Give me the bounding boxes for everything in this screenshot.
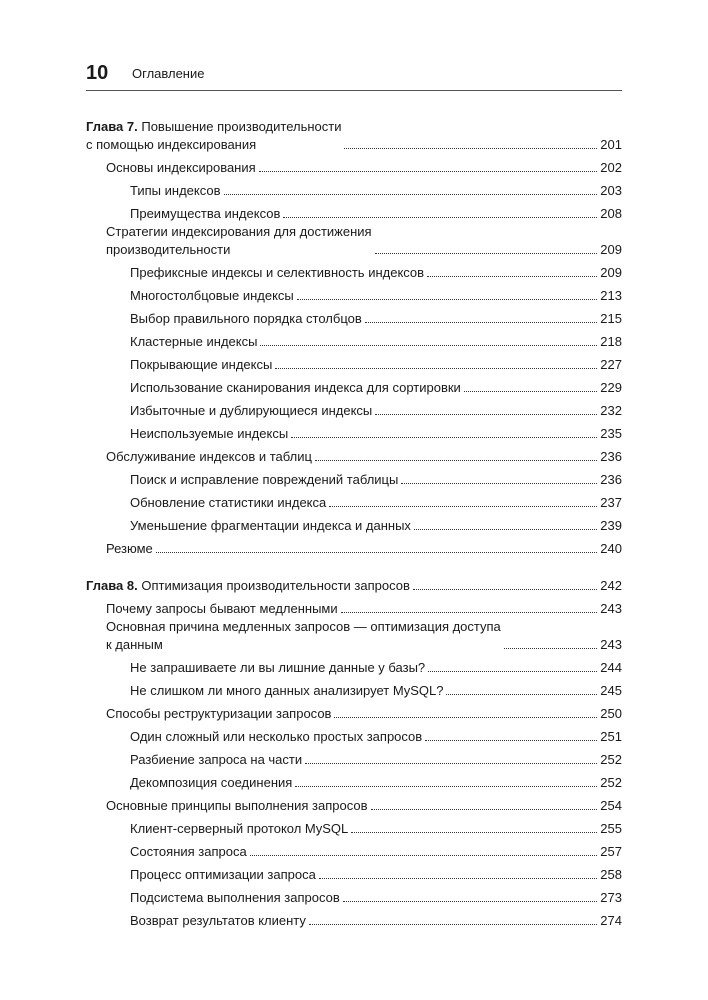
entry-title-line: Не слишком ли много данных анализирует MySQL? <box>130 683 444 698</box>
entry-title-line: Возврат результатов клиенту <box>130 913 306 928</box>
entry-title-line: Выбор правильного порядка столбцов <box>130 311 362 326</box>
toc-section-entry[interactable] <box>86 792 622 815</box>
page-number: 10 <box>86 62 109 84</box>
toc-subsection-entry[interactable] <box>86 907 622 930</box>
entry-title <box>86 471 398 489</box>
leader-dots <box>413 589 597 590</box>
toc-section-entry[interactable] <box>86 443 622 466</box>
leader-dots <box>427 276 597 277</box>
entry-title <box>86 774 292 792</box>
entry-title-line: Типы индексов <box>130 183 221 198</box>
toc-subsection-entry[interactable] <box>86 177 622 200</box>
page-ref: 218 <box>600 334 622 349</box>
chapter-label: Глава 8. <box>86 578 138 593</box>
entry-title <box>86 494 326 512</box>
entry-title-line: Декомпозиция соединения <box>130 775 293 790</box>
leader-dots <box>446 694 597 695</box>
toc-section-entry[interactable] <box>86 154 622 177</box>
toc-subsection-entry[interactable] <box>86 328 622 351</box>
entry-title-line: Кластерные индексы <box>130 334 258 349</box>
toc-section-entry[interactable] <box>86 535 622 558</box>
leader-dots <box>351 832 597 833</box>
entry-title-line: Поиск и исправление повреждений таблицы <box>130 472 399 487</box>
page-ref: 255 <box>600 821 622 836</box>
leader-dots <box>291 437 597 438</box>
leader-dots <box>260 345 597 346</box>
table-of-contents <box>86 118 622 930</box>
entry-title <box>86 682 443 700</box>
chapter-label: Глава 7. <box>86 119 138 134</box>
entry-title <box>86 600 338 618</box>
page-ref: 243 <box>600 637 622 652</box>
leader-dots <box>297 299 598 300</box>
toc-chapter-entry[interactable] <box>86 572 622 595</box>
page-ref: 203 <box>600 183 622 198</box>
entry-title-line: Уменьшение фрагментации индекса и данных <box>130 518 411 533</box>
leader-dots <box>275 368 597 369</box>
entry-title <box>86 820 348 838</box>
leader-dots <box>315 460 597 461</box>
entry-title <box>86 356 272 374</box>
page-ref: 213 <box>600 288 622 303</box>
leader-dots <box>401 483 597 484</box>
entry-title-line: Стратегии индексирования для достижения <box>106 224 372 239</box>
entry-title <box>86 889 340 907</box>
entry-title <box>86 402 372 420</box>
entry-title-line: Подсистема выполнения запросов <box>130 890 340 905</box>
entry-title-line: Почему запросы бывают медленными <box>106 601 338 616</box>
page-ref: 252 <box>600 775 622 790</box>
leader-dots <box>224 194 598 195</box>
entry-title <box>86 618 501 654</box>
toc-subsection-entry[interactable] <box>86 512 622 535</box>
toc-subsection-entry[interactable] <box>86 654 622 677</box>
leader-dots <box>309 924 597 925</box>
leader-dots <box>250 855 598 856</box>
leader-dots <box>375 253 598 254</box>
toc-subsection-entry[interactable] <box>86 420 622 443</box>
entry-title-line: Клиент-серверный протокол MySQL <box>130 821 349 836</box>
page-ref: 258 <box>600 867 622 882</box>
toc-subsection-entry[interactable] <box>86 769 622 792</box>
page-ref: 235 <box>600 426 622 441</box>
entry-title <box>86 205 280 223</box>
leader-dots <box>425 740 597 741</box>
page-ref: 202 <box>600 160 622 175</box>
toc-subsection-entry[interactable] <box>86 884 622 907</box>
leader-dots <box>344 148 597 149</box>
entry-title-continuation: к данным <box>106 637 163 652</box>
page-ref: 251 <box>600 729 622 744</box>
entry-title-line: Не запрашиваете ли вы лишние данные у базы? <box>130 660 426 675</box>
page-ref: 242 <box>600 578 622 593</box>
running-title: Оглавление <box>132 66 205 81</box>
leader-dots <box>464 391 598 392</box>
toc-subsection-entry[interactable] <box>86 466 622 489</box>
entry-title <box>86 223 372 259</box>
page-header <box>86 60 622 91</box>
entry-title-line: Основная причина медленных запросов — оптимизация доступа <box>106 619 501 634</box>
toc-subsection-entry[interactable] <box>86 374 622 397</box>
leader-dots <box>414 529 597 530</box>
entry-title <box>86 540 153 558</box>
leader-dots <box>319 878 597 879</box>
entry-title-line: Многостолбцовые индексы <box>130 288 294 303</box>
entry-title <box>86 287 294 305</box>
page-ref: 252 <box>600 752 622 767</box>
entry-title <box>86 728 422 746</box>
page-ref: 243 <box>600 601 622 616</box>
page-ref: 257 <box>600 844 622 859</box>
page-ref: 254 <box>600 798 622 813</box>
toc-subsection-entry[interactable] <box>86 397 622 420</box>
page-ref: 245 <box>600 683 622 698</box>
entry-title-line: Процесс оптимизации запроса <box>130 867 316 882</box>
toc-subsection-entry[interactable] <box>86 723 622 746</box>
entry-title-line: Резюме <box>106 541 153 556</box>
toc-subsection-entry[interactable] <box>86 305 622 328</box>
page-ref: 209 <box>600 265 622 280</box>
entry-title-line: Преимущества индексов <box>130 206 281 221</box>
page-ref: 274 <box>600 913 622 928</box>
entry-title-line: Один сложный или несколько простых запросов <box>130 729 423 744</box>
entry-title <box>86 797 368 815</box>
entry-title-line: Разбиение запроса на части <box>130 752 303 767</box>
entry-title <box>86 310 362 328</box>
entry-title <box>86 751 302 769</box>
entry-title <box>86 866 316 884</box>
leader-dots <box>283 217 597 218</box>
toc-subsection-entry[interactable] <box>86 200 622 223</box>
chapter-title <box>86 118 341 154</box>
entry-title <box>86 264 424 282</box>
page-ref: 208 <box>600 206 622 221</box>
chapter-title-text: Повышение производительности <box>141 119 342 134</box>
chapter-title-line <box>86 119 341 134</box>
leader-dots <box>329 506 597 507</box>
entry-title <box>86 333 257 351</box>
page-ref: 237 <box>600 495 622 510</box>
toc-section-entry[interactable] <box>86 595 622 618</box>
page-ref: 250 <box>600 706 622 721</box>
entry-title-line: Обслуживание индексов и таблиц <box>106 449 312 464</box>
page-ref: 201 <box>600 137 622 152</box>
leader-dots <box>334 717 597 718</box>
entry-title-continuation: производительности <box>106 242 231 257</box>
entry-title-line: Состояния запроса <box>130 844 247 859</box>
leader-dots <box>305 763 597 764</box>
chapter-title-text: Оптимизация производительности запросов <box>141 578 410 593</box>
entry-title-line: Основы индексирования <box>106 160 256 175</box>
toc-subsection-entry[interactable] <box>86 838 622 861</box>
page-ref: 236 <box>600 449 622 464</box>
leader-dots <box>375 414 597 415</box>
entry-title-line: Основные принципы выполнения запросов <box>106 798 368 813</box>
page-ref: 229 <box>600 380 622 395</box>
entry-title-line: Избыточные и дублирующиеся индексы <box>130 403 373 418</box>
entry-title-line: Префиксные индексы и селективность индексов <box>130 265 425 280</box>
leader-dots <box>371 809 598 810</box>
entry-title <box>86 159 256 177</box>
toc-section-entry[interactable] <box>86 700 622 723</box>
toc-subsection-entry[interactable] <box>86 861 622 884</box>
entry-title <box>86 379 461 397</box>
entry-title <box>86 448 312 466</box>
toc-subsection-entry[interactable] <box>86 815 622 838</box>
chapter-title <box>86 577 410 595</box>
entry-title <box>86 182 221 200</box>
leader-dots <box>365 322 598 323</box>
toc-subsection-entry[interactable] <box>86 489 622 512</box>
chapter-gap <box>86 558 622 572</box>
page-ref: 232 <box>600 403 622 418</box>
page-ref: 239 <box>600 518 622 533</box>
page-ref: 215 <box>600 311 622 326</box>
page-ref: 209 <box>600 242 622 257</box>
chapter-title-continuation: с помощью индексирования <box>86 137 257 152</box>
leader-dots <box>295 786 597 787</box>
leader-dots <box>504 648 598 649</box>
toc-subsection-entry[interactable] <box>86 282 622 305</box>
entry-title-line: Неиспользуемые индексы <box>130 426 289 441</box>
leader-dots <box>343 901 598 902</box>
page-ref: 273 <box>600 890 622 905</box>
toc-subsection-entry[interactable] <box>86 259 622 282</box>
entry-title <box>86 843 247 861</box>
toc-section-entry[interactable] <box>86 223 622 259</box>
leader-dots <box>259 171 598 172</box>
toc-subsection-entry[interactable] <box>86 351 622 374</box>
toc-chapter-entry[interactable] <box>86 118 622 154</box>
chapter-title-line <box>86 578 410 593</box>
entry-title <box>86 912 306 930</box>
toc-subsection-entry[interactable] <box>86 746 622 769</box>
entry-title-line: Использование сканирования индекса для сортировки <box>130 380 461 395</box>
toc-subsection-entry[interactable] <box>86 677 622 700</box>
page-ref: 244 <box>600 660 622 675</box>
leader-dots <box>156 552 598 553</box>
page-ref: 227 <box>600 357 622 372</box>
page-ref: 240 <box>600 541 622 556</box>
entry-title <box>86 705 331 723</box>
entry-title-line: Обновление статистики индекса <box>130 495 327 510</box>
entry-title-line: Покрывающие индексы <box>130 357 273 372</box>
leader-dots <box>341 612 598 613</box>
entry-title <box>86 659 425 677</box>
entry-title-line: Способы реструктуризации запросов <box>106 706 332 721</box>
page-ref: 236 <box>600 472 622 487</box>
entry-title <box>86 425 288 443</box>
toc-section-entry[interactable] <box>86 618 622 654</box>
leader-dots <box>428 671 597 672</box>
entry-title <box>86 517 411 535</box>
